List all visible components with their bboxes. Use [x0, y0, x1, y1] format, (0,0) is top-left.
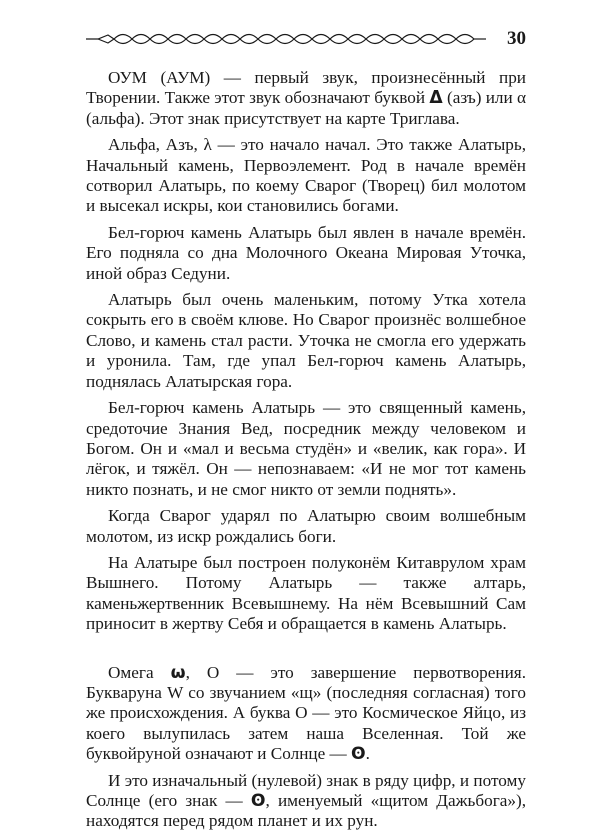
paragraph-omega: Омега ω, О — это завершение первотворения. Буквaруна W со звучанием «щ» (последняя согласная) того же происхождения. А буква О — это Космическое Яйцо, из коего вылупилась затем наша Вселенная. Той же буквойруной означают и Солнце — ʘ.: [86, 662, 526, 765]
paragraph-bel-goryuch: Бел-горюч камень Алатырь был явлен в начале времён. Его подняла со дна Молочного Океана Мировая Уточка, иной образ Седуни.: [86, 222, 526, 283]
omega-rune-glyph: ω: [170, 662, 186, 683]
paragraph-sacred-stone: Бел-горюч камень Алатырь — это священный камень, средоточие Знания Вед, посредник между человеком и Богом. Он и «мал и весьма студён» и «велик, как гора». И лёгок, и тяжёл. Он — непознаваем: «И не мог тот камень никто познать, и не смог никто от земли поднять».: [86, 398, 526, 499]
paragraph-alpha: Альфа, Азъ, λ — это начало начал. Это также Алатырь, Начальный камень, Первоэлемент. Род в начале времён сотворил Алатырь, по коему Сварог (Творец) бил молотом и высекал искры, кои становились богами.: [86, 135, 526, 216]
sun-sign-glyph: ʘ: [250, 791, 266, 811]
paragraph-altar: На Алатыре был построен полуконём Китаврулом храм Вышнего. Потому Алатырь — также алтарь, каменьжертвенник Всевышнему. На нём Всевышний Сам приносит в жертву Себя и обращается в камень Алатырь.: [86, 552, 526, 634]
paragraph-svarog-hammer: Когда Сварог ударял по Алатырю своим волшебным молотом, из искр рождались боги.: [86, 506, 526, 546]
paragraph-zero-sign: И это изначальный (нулевой) знак в ряду цифр, и потому Солнце (его знак — ʘ, именуемый «щитом Дажьбога»), находятся перед рядом планет и их рун.: [86, 770, 527, 831]
page-number: 30: [507, 28, 526, 49]
body-text: [86, 68, 526, 838]
paragraph-small-stone: Алатырь был очень маленьким, потому Утка хотела сокрыть его в своём клюве. Но Сварог произнёс волшебное Слово, и камень стал расти. Уточка не смогла его удержать и уронила. Там, где упал Бел-горюч камень Алатырь, поднялась Алатырская гора.: [86, 290, 526, 391]
paragraph-aum: ОУМ (АУМ) — первый звук, произнесённый при Творении. Также этот звук обозначают буквой ᐃ (азъ) или α (альфа). Этот знак присутствует на карте Триглава.: [86, 68, 527, 128]
page-header: [86, 28, 526, 50]
decorative-rope-ornament-icon: [86, 32, 486, 46]
az-rune-glyph: ᐃ: [429, 88, 443, 109]
sun-sign-glyph: ʘ: [351, 744, 366, 765]
